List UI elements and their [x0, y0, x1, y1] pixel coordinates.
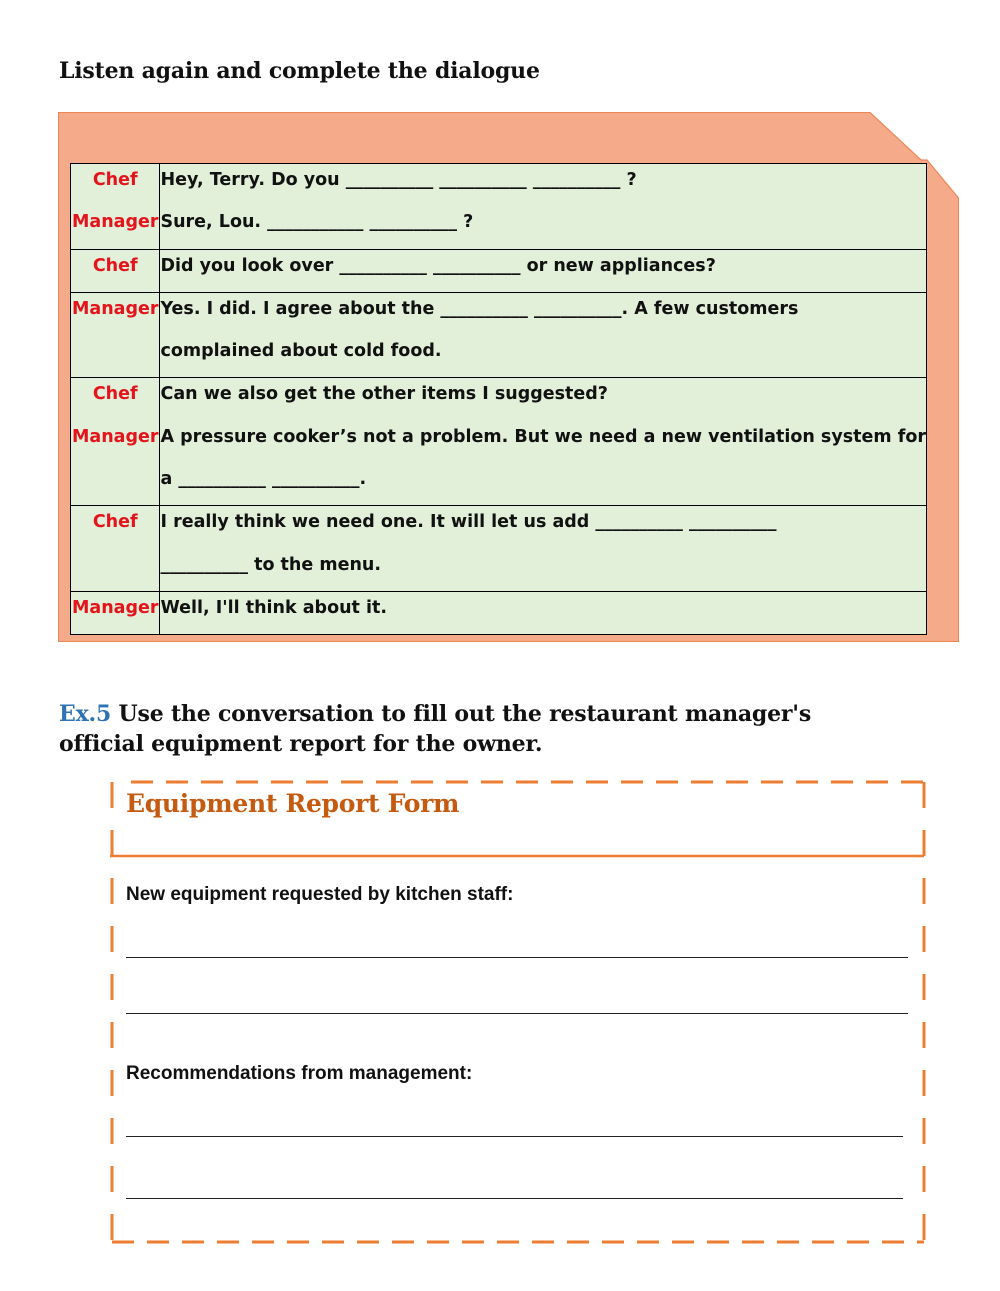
dialogue-row: [71, 591, 927, 634]
new-equipment-answer-line-1[interactable]: [126, 957, 908, 958]
speaker-name: Manager: [71, 597, 159, 618]
dialogue-line-cell: [160, 164, 927, 250]
dialogue-line: __________ to the menu.: [160, 554, 382, 575]
speaker-cell: [71, 249, 160, 292]
speaker-name: Chef: [92, 255, 138, 276]
dialogue-line: Did you look over __________ __________ or new appliances?: [160, 255, 716, 276]
worksheet-heading: Listen again and complete the dialogue: [59, 58, 540, 84]
exercise-5-instruction: [59, 699, 939, 759]
dialogue-line: I really think we need one. It will let us add __________ __________: [160, 512, 777, 533]
dialogue-line: Yes. I did. I agree about the __________ __________. A few customers: [160, 298, 799, 319]
speaker-cell: [71, 378, 160, 506]
recommendations-label: Recommendations from management:: [126, 1063, 473, 1084]
speaker-name: Chef: [92, 384, 138, 405]
speaker-cell: [71, 591, 160, 634]
dialogue-line-cell: [160, 249, 927, 292]
exercise-number: Ex.5: [59, 701, 112, 727]
exercise-instruction-line-2: official equipment report for the owner.: [59, 731, 543, 757]
new-equipment-label: New equipment requested by kitchen staff:: [126, 884, 514, 905]
dialogue-line-cell: [160, 378, 927, 506]
dialogue-table: [70, 163, 927, 635]
dialogue-line: Well, I'll think about it.: [160, 597, 388, 618]
dialogue-line: Hey, Terry. Do you __________ __________ __________ ?: [160, 170, 637, 190]
speaker-name: Manager: [71, 426, 159, 447]
dialogue-line: a __________ __________.: [160, 469, 367, 490]
speaker-cell: [71, 292, 160, 378]
speaker-name: Manager: [71, 212, 159, 233]
dialogue-line-cell: [160, 506, 927, 592]
report-form-title: Equipment Report Form: [126, 789, 460, 818]
speaker-cell: [71, 506, 160, 592]
recommendations-answer-line-1[interactable]: [126, 1136, 903, 1137]
dialogue-row: [71, 292, 927, 378]
speaker-cell: [71, 164, 160, 250]
speaker-name: Manager: [71, 298, 159, 319]
exercise-instruction-line-1: Use the conversation to fill out the restaurant manager's: [118, 701, 812, 727]
new-equipment-answer-line-2[interactable]: [126, 1013, 908, 1014]
speaker-name: Chef: [92, 512, 138, 533]
speaker-name: Chef: [92, 170, 138, 190]
dialogue-line: Can we also get the other items I suggested?: [160, 384, 608, 405]
dialogue-line-cell: [160, 292, 927, 378]
dialogue-row: [71, 249, 927, 292]
dialogue-row: [71, 164, 927, 250]
dialogue-row: [71, 378, 927, 506]
dialogue-line-cell: [160, 591, 927, 634]
dialogue-line: A pressure cooker’s not a problem. But we need a new ventilation system for: [160, 426, 926, 447]
dialogue-row: [71, 506, 927, 592]
dialogue-line: complained about cold food.: [160, 341, 442, 362]
recommendations-answer-line-2[interactable]: [126, 1198, 903, 1199]
dialogue-line: Sure, Lou. ___________ __________ ?: [160, 212, 474, 233]
